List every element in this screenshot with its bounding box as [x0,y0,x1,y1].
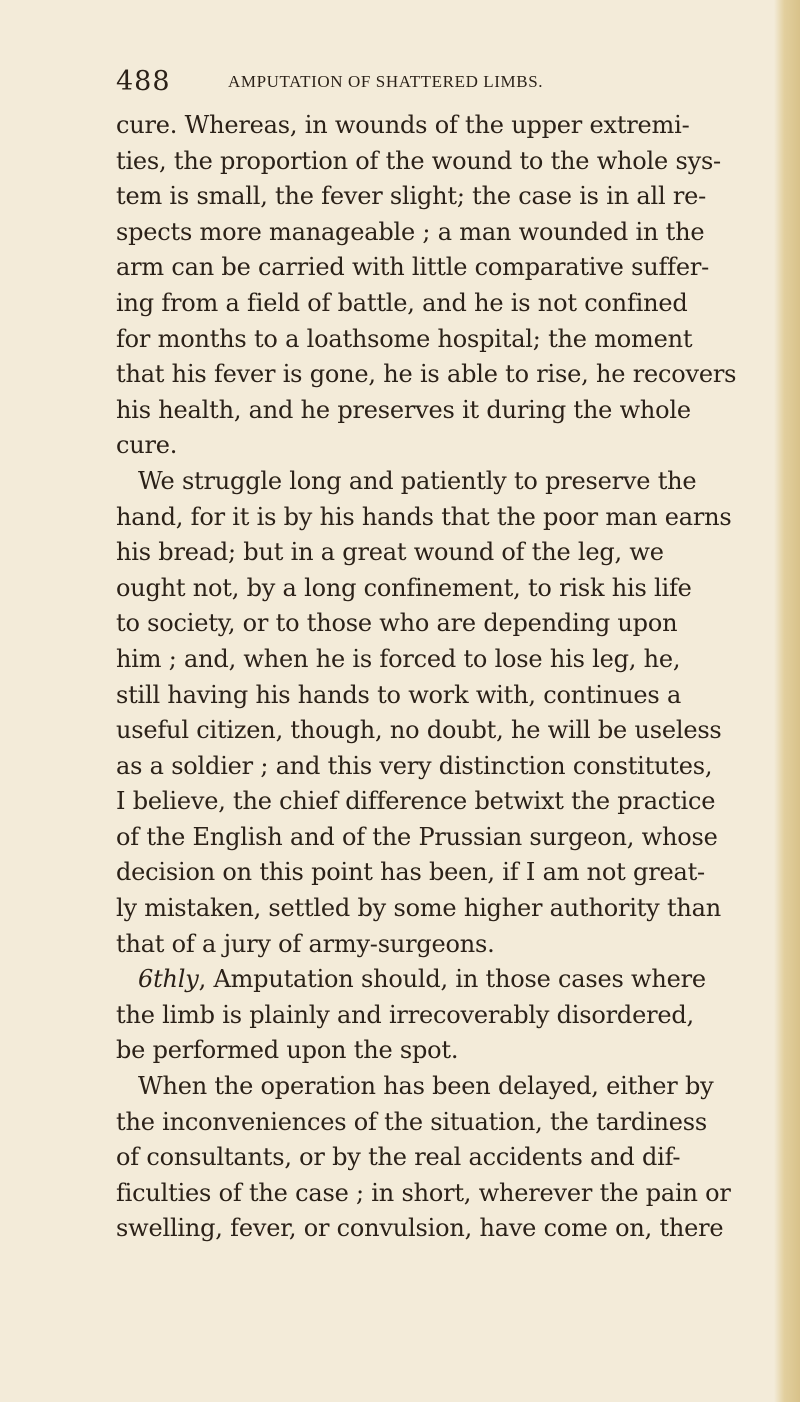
text-line: as a soldier ; and this very distinction constitutes, [116,751,713,780]
text-line: cure. Whereas, in wounds of the upper extremi- [116,111,690,139]
text-line: ought not, by a long confinement, to risk his life [116,573,692,602]
text-line: ing from a field of battle, and he is not confined [116,288,688,317]
text-line: decision on this point has been, if I am not great- [116,858,705,887]
text-line: ly mistaken, settled by some higher authority than [116,894,722,923]
text-line: the inconveniences of the situation, the tardiness [116,1107,708,1136]
text-line: his health, and he preserves it during the whole [116,395,691,424]
page-edge [774,0,800,1402]
body-text [116,108,737,1247]
page-number: 488 [116,66,171,97]
text-line: arm can be carried with little comparative suffer- [116,253,710,282]
text-fragment: , Amputation should, in those cases where [198,965,706,994]
text-line: tem is small, the fever slight; the case is in all re- [116,182,707,211]
paragraph-start-line [116,962,710,998]
text-line: useful citizen, though, no doubt, he will be useless [116,716,722,745]
running-head: AMPUTATION OF SHATTERED LIMBS. [228,72,544,91]
text-line: hand, for it is by his hands that the poor man earns [116,502,732,531]
text-line: spects more manageable ; a man wounded in the [116,217,705,246]
text-line: the limb is plainly and irrecoverably disordered, [116,1000,694,1029]
text-line: ties, the proportion of the wound to the whole sys- [116,146,721,175]
text-line: that of a jury of army-surgeons. [116,929,495,958]
text-line: still having his hands to work with, continues a [116,680,682,709]
paragraph-start-line: We struggle long and patiently to preserve the [138,466,697,495]
text-line: of the English and of the Prussian surgeon, whose [116,822,718,851]
paragraph-start-line: When the operation has been delayed, either by [138,1072,714,1101]
text-line: be performed upon the spot. [116,1036,459,1065]
text-line: I believe, the chief difference betwixt the practice [116,787,716,816]
text-line: him ; and, when he is forced to lose his leg, he, [116,644,681,673]
page-header [116,64,676,104]
text-line: that his fever is gone, he is able to rise, he recovers [116,360,737,389]
text-line: cure. [116,431,178,460]
text-line: his bread; but in a great wound of the leg, we [116,538,664,567]
italic-ordinal: 6thly [138,965,199,994]
text-line: to society, or to those who are depending upon [116,609,678,638]
text-line: for months to a loathsome hospital; the moment [116,324,693,353]
text-line: of consultants, or by the real accidents and dif- [116,1143,681,1172]
text-line: swelling, fever, or convulsion, have come on, there [116,1214,724,1243]
text-line: ficulties of the case ; in short, wherever the pain or [116,1178,731,1207]
